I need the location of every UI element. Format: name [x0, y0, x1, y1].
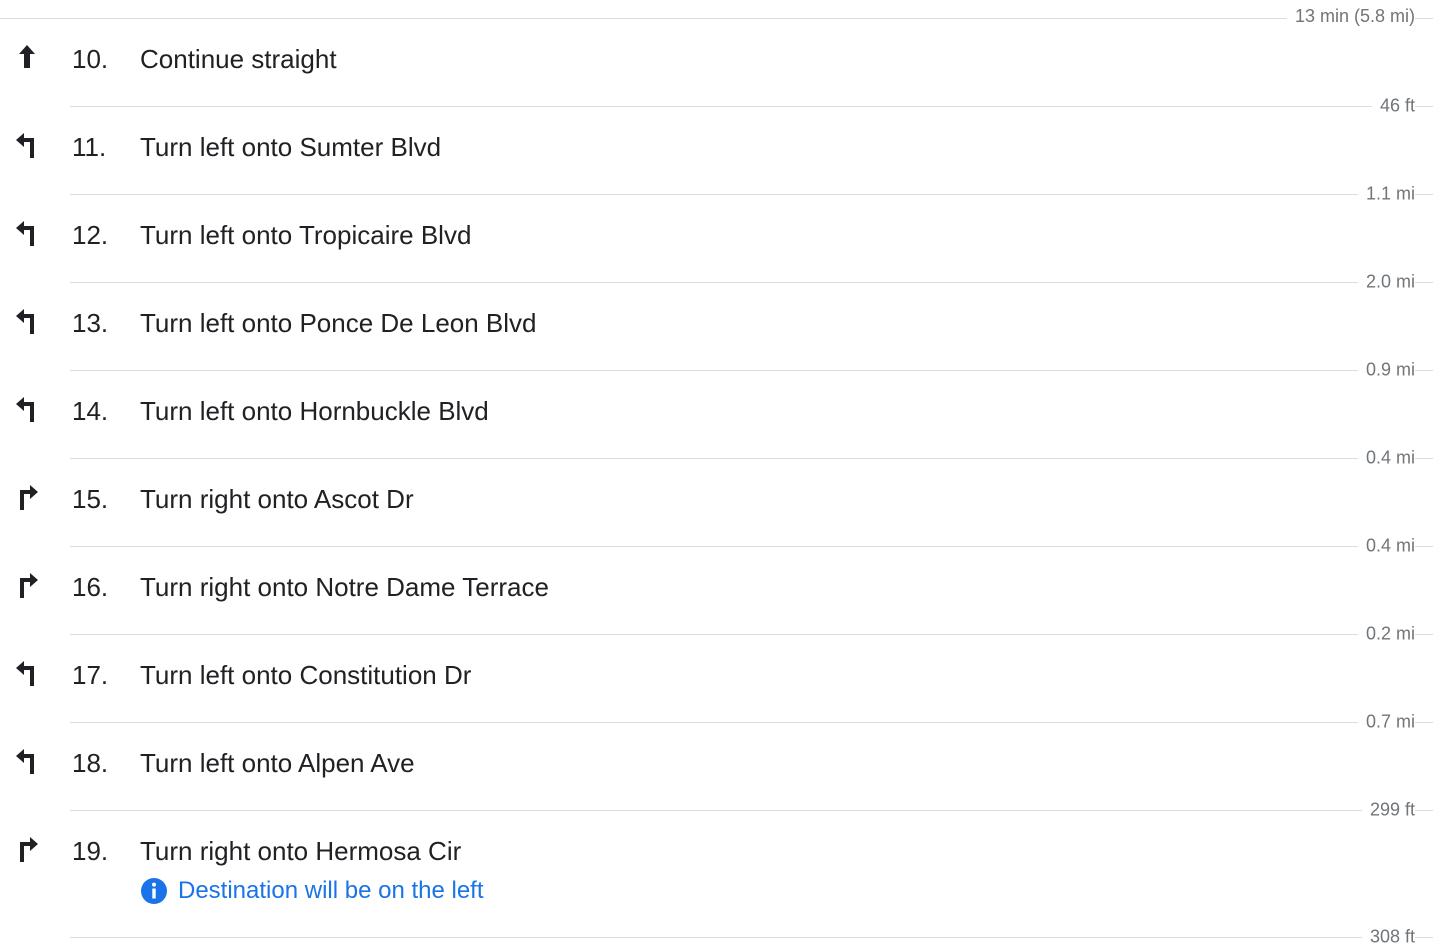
divider: [70, 810, 1433, 811]
step-distance: 308 ft: [1362, 927, 1415, 948]
step-distance-separator: [0, 270, 1433, 294]
step-number: 19.: [72, 836, 109, 866]
step-distance-separator: [0, 622, 1433, 646]
step-instruction: Turn left onto Tropicaire Blvd: [140, 220, 472, 250]
divider: [70, 937, 1433, 938]
step-instruction: Turn right onto Hermosa Cir: [140, 836, 462, 866]
direction-step[interactable]: [0, 302, 1433, 342]
turn-left-icon: [12, 746, 42, 776]
step-distance: 0.7 mi: [1358, 712, 1415, 733]
step-number: 10.: [72, 44, 109, 74]
turn-left-icon: [12, 306, 42, 336]
direction-step[interactable]: [0, 38, 1433, 78]
turn-left-icon: [12, 394, 42, 424]
straight-arrow-icon: [12, 42, 42, 72]
direction-step[interactable]: [0, 478, 1433, 518]
destination-note[interactable]: [140, 875, 484, 907]
divider: [70, 634, 1433, 635]
step-distance: 299 ft: [1362, 800, 1415, 821]
turn-right-icon: [12, 834, 42, 864]
step-number: 17.: [72, 660, 109, 690]
step-distance-separator: [0, 534, 1433, 558]
step-instruction: Turn right onto Notre Dame Terrace: [140, 572, 549, 602]
divider: [70, 722, 1433, 723]
destination-note-text[interactable]: Destination will be on the left: [178, 877, 484, 904]
step-number: 13.: [72, 308, 109, 338]
step-distance-separator: [0, 446, 1433, 470]
step-instruction: Turn right onto Ascot Dr: [140, 484, 414, 514]
info-icon: [140, 877, 168, 905]
step-distance-separator: [0, 925, 1433, 949]
divider: [70, 370, 1433, 371]
direction-step[interactable]: [0, 830, 1433, 870]
step-distance: 0.4 mi: [1358, 536, 1415, 557]
divider: [70, 458, 1433, 459]
step-distance: 0.9 mi: [1358, 360, 1415, 381]
step-instruction: Turn left onto Sumter Blvd: [140, 132, 442, 162]
step-number: 15.: [72, 484, 109, 514]
step-number: 14.: [72, 396, 109, 426]
step-number: 18.: [72, 748, 109, 778]
turn-left-icon: [12, 130, 42, 160]
divider: [70, 194, 1433, 195]
divider: [70, 106, 1433, 107]
step-distance: 2.0 mi: [1358, 272, 1415, 293]
turn-right-icon: [12, 570, 42, 600]
step-distance: 0.2 mi: [1358, 624, 1415, 645]
step-distance: 0.4 mi: [1358, 448, 1415, 469]
step-distance: 1.1 mi: [1358, 184, 1415, 205]
step-instruction: Continue straight: [140, 44, 337, 74]
step-instruction: Turn left onto Hornbuckle Blvd: [140, 396, 489, 426]
step-instruction: Turn left onto Constitution Dr: [140, 660, 472, 690]
step-distance-separator: [0, 358, 1433, 382]
route-total-separator: [0, 0, 1433, 28]
step-instruction: Turn left onto Ponce De Leon Blvd: [140, 308, 537, 338]
step-number: 12.: [72, 220, 109, 250]
step-distance-separator: [0, 182, 1433, 206]
direction-step[interactable]: [0, 742, 1433, 782]
direction-step[interactable]: [0, 566, 1433, 606]
turn-left-icon: [12, 218, 42, 248]
route-total: 13 min (5.8 mi): [1287, 6, 1415, 27]
direction-step[interactable]: [0, 214, 1433, 254]
divider: [0, 18, 1433, 19]
step-distance-separator: [0, 798, 1433, 822]
step-number: 16.: [72, 572, 109, 602]
divider: [70, 282, 1433, 283]
direction-step[interactable]: [0, 390, 1433, 430]
step-distance-separator: [0, 710, 1433, 734]
step-instruction: Turn left onto Alpen Ave: [140, 748, 415, 778]
direction-step[interactable]: [0, 654, 1433, 694]
direction-step[interactable]: [0, 126, 1433, 166]
turn-right-icon: [12, 482, 42, 512]
turn-left-icon: [12, 658, 42, 688]
step-distance-separator: [0, 94, 1433, 118]
divider: [70, 546, 1433, 547]
step-number: 11.: [72, 132, 107, 162]
step-distance: 46 ft: [1372, 96, 1415, 117]
